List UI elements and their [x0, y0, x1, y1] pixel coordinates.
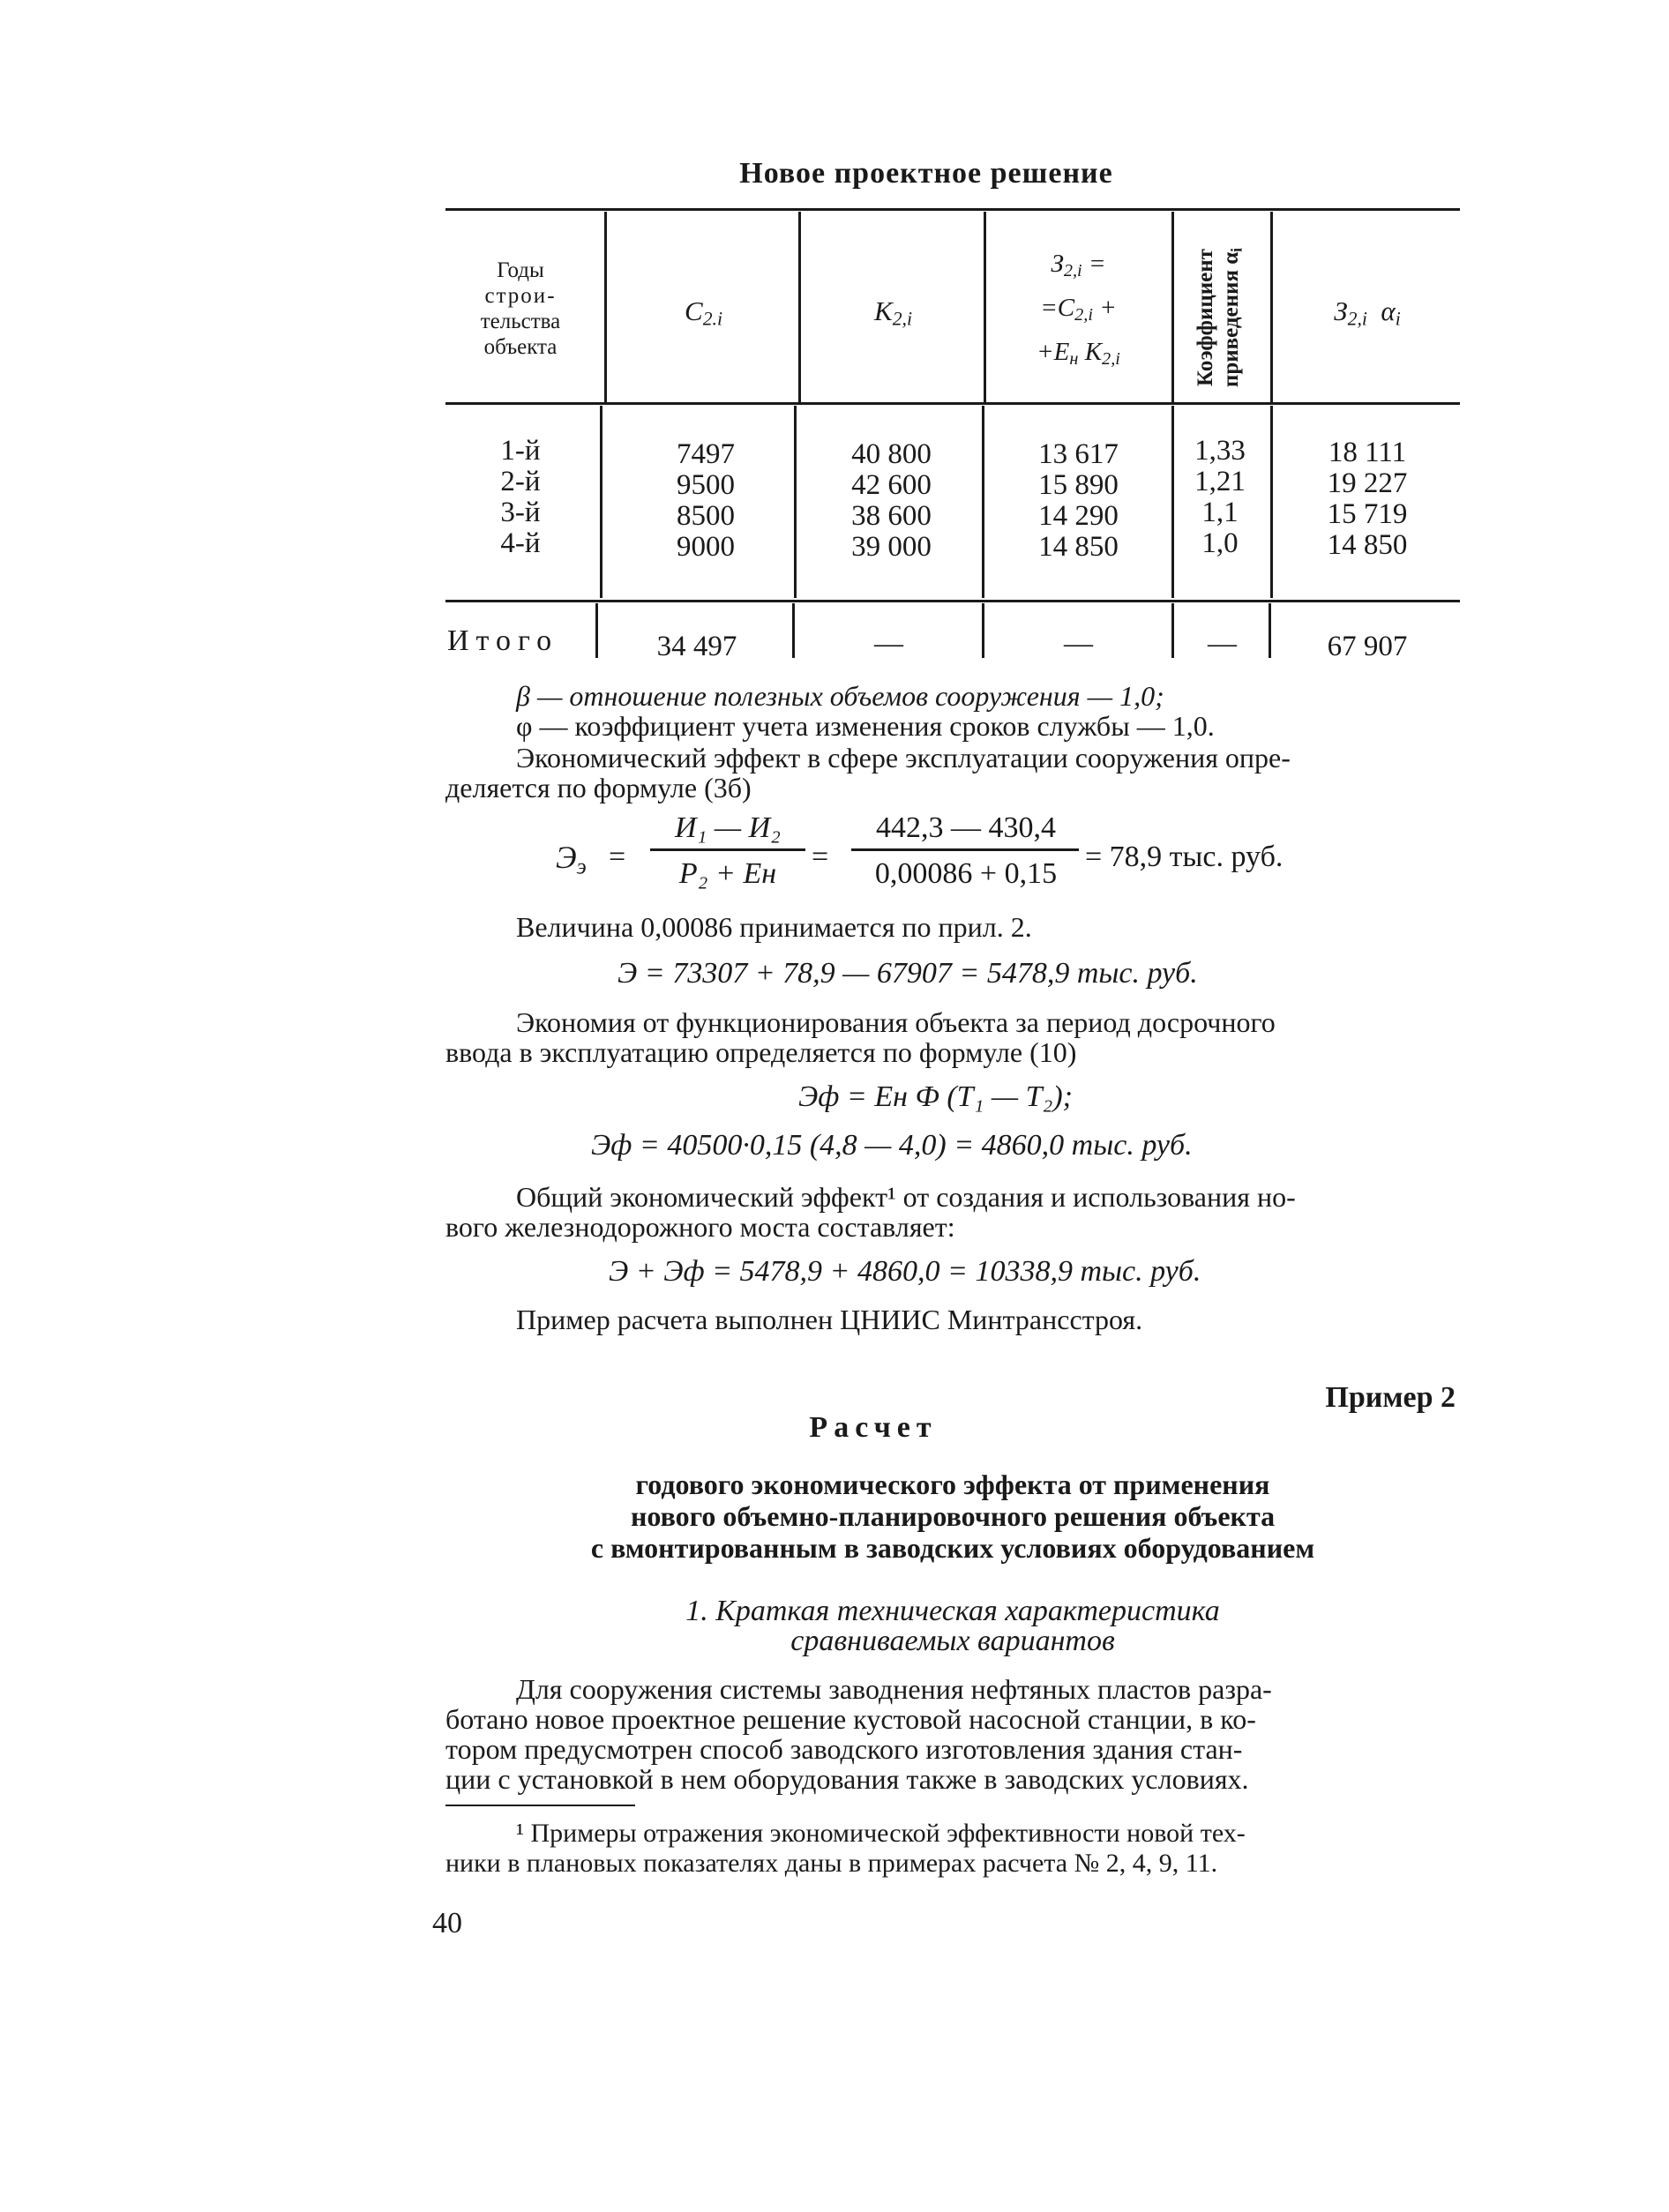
total-k: —	[874, 628, 903, 660]
subtitle-line: нового объемно-планировочного решения объекта	[630, 1500, 1276, 1532]
page-number: 40	[432, 1907, 462, 1939]
table-cell: 15 719	[1327, 498, 1408, 530]
formula-line: Э = 73307 + 78,9 — 67907 = 5478,9 тыс. руб.	[617, 957, 1198, 990]
table-cell: 14 850	[1038, 531, 1119, 563]
fraction-bar	[851, 848, 1079, 851]
formula-denominator: P₂ + Eн	[678, 857, 777, 890]
column-c	[626, 439, 785, 563]
col-divider	[604, 212, 607, 402]
section-heading: сравниваемых вариантов	[790, 1625, 1115, 1657]
formula-line: Э + Эф = 5478,9 + 4860,0 = 10338,9 тыс. руб.	[609, 1255, 1201, 1288]
table-cell: 39 000	[851, 531, 932, 563]
phi-definition: φ — коэффициент учета изменения сроков службы — 1,0.	[516, 710, 1215, 742]
paragraph-line: ции с установкой в нем оборудования также в заводских условиях.	[445, 1763, 1249, 1795]
table-cell: 7497	[677, 438, 735, 470]
table-cell: 1,0	[1201, 527, 1239, 559]
table-cell: 40 800	[851, 438, 932, 470]
table-header-rule	[445, 402, 1460, 405]
header-c: $C_{2.i}$	[685, 295, 722, 330]
table-title: Новое проектное решение	[739, 157, 1113, 190]
paragraph-line: тором предусмотрен способ заводского изготовления здания стан-	[445, 1733, 1243, 1765]
formula-line: Эф = 40500·0,15 (4,8 — 4,0) = 4860,0 тыс. руб.	[591, 1129, 1193, 1162]
col-divider	[1171, 603, 1174, 658]
example-label: Пример 2	[1325, 1381, 1456, 1414]
header-coef: Коэффициент приведения $\alpha_i$	[1194, 247, 1246, 388]
header-z-formula: $З_{2,i}$ = $=C_{2,i}$ + $+E_н$ $K_{2,i}$	[1037, 250, 1120, 370]
col-divider	[982, 406, 984, 598]
formula-denominator: 0,00086 + 0,15	[874, 857, 1058, 890]
col-divider	[1270, 212, 1273, 402]
formula-numerator: 442,3 — 430,4	[876, 811, 1056, 844]
col-divider	[600, 406, 602, 598]
col-divider	[1269, 603, 1271, 658]
column-za	[1284, 437, 1451, 561]
paragraph-line: Величина 0,00086 принимается по прил. 2.	[516, 911, 1032, 943]
table-cell: 14 850	[1327, 529, 1408, 561]
paragraph-line: Экономия от функционирования объекта за период досрочного	[516, 1006, 1276, 1038]
formula-numerator: И₁ — И₂	[675, 811, 781, 844]
paragraph-line: ввода в эксплуатацию определяется по формуле (10)	[445, 1036, 1077, 1068]
table-cell: 9500	[677, 469, 735, 501]
column-z	[997, 439, 1160, 563]
col-divider	[984, 212, 986, 402]
formula-eq: =	[609, 841, 626, 873]
footnote-line: ники в плановых показателях даны в примерах расчета № 2, 4, 9, 11.	[445, 1849, 1218, 1878]
table-cell: 14 290	[1038, 500, 1119, 532]
section-heading: 1. Краткая техническая характеристика	[685, 1595, 1220, 1627]
paragraph-line: вого железнодорожного моста составляет:	[445, 1211, 955, 1243]
table-cell: 18 111	[1328, 437, 1407, 468]
table-cell: 38 600	[851, 500, 932, 532]
paragraph-line: Экономический эффект в сфере эксплуатации сооружения опре-	[516, 742, 1291, 773]
table-cell: 1,33	[1194, 435, 1246, 467]
subtitle-line: с вмонтированным в заводских условиях оборудованием	[590, 1532, 1315, 1564]
table-cell: 13 617	[1038, 438, 1119, 470]
col-divider	[792, 603, 795, 658]
total-za: 67 907	[1327, 631, 1408, 662]
paragraph-line: ботано новое проектное решение кустовой насосной станции, в ко-	[445, 1703, 1256, 1735]
table-cell: 15 890	[1038, 469, 1119, 501]
total-z: —	[1064, 628, 1093, 660]
column-years	[476, 436, 565, 559]
footnote-rule	[445, 1805, 635, 1806]
table-cell: 8500	[677, 500, 735, 532]
subtitle-line: годового экономического эффекта от применения	[635, 1468, 1270, 1500]
table-top-rule	[445, 208, 1460, 211]
table-cell: 2-й	[500, 466, 541, 497]
col-divider	[595, 603, 598, 658]
header-k: $K_{2,i}$	[874, 295, 912, 330]
table-cell: 1,21	[1194, 466, 1246, 497]
table-cell: 1,1	[1201, 497, 1239, 528]
paragraph-line: деляется по формуле (3б)	[445, 772, 752, 803]
formula-eq: =	[812, 841, 829, 873]
col-divider	[1171, 212, 1174, 402]
total-coef: —	[1208, 628, 1237, 660]
table-cell: 1-й	[500, 435, 541, 467]
formula-line: Эф = Eн Ф (T₁ — T₂);	[798, 1080, 1073, 1113]
table-cell: 3-й	[500, 497, 541, 528]
column-coef	[1180, 436, 1260, 559]
beta-definition: β — отношение полезных объемов сооружения — 1,0;	[516, 680, 1164, 712]
fraction-bar	[650, 848, 805, 851]
paragraph-line: Для сооружения системы заводнения нефтяных пластов разра-	[516, 1673, 1272, 1705]
table-cell: 19 227	[1327, 467, 1408, 499]
calc-title: Расчет	[809, 1411, 938, 1444]
col-divider	[1171, 406, 1174, 598]
table-cell: 4-й	[500, 527, 541, 559]
footnote-line: ¹ Примеры отражения экономической эффективности новой тех-	[516, 1819, 1246, 1848]
col-divider	[798, 212, 801, 402]
formula-result: = 78,9 тыс. руб.	[1085, 841, 1284, 873]
col-divider	[794, 406, 797, 598]
paragraph-line: Пример расчета выполнен ЦНИИС Минтрансстроя.	[516, 1304, 1143, 1335]
table-cell: 9000	[677, 531, 735, 563]
formula-lhs: $Э_э$	[556, 840, 587, 879]
table-body-rule	[445, 600, 1460, 602]
col-divider	[1270, 406, 1273, 598]
header-za: $З_{2,i}$ $\alpha_i$	[1334, 295, 1401, 330]
total-c: 34 497	[656, 631, 737, 662]
table-cell: 42 600	[851, 469, 932, 501]
header-years: Годы строи- тельства объекта	[480, 258, 561, 359]
total-label: Итого	[447, 624, 559, 657]
paragraph-line: Общий экономический эффект¹ от создания и использования но-	[516, 1181, 1296, 1213]
column-k	[810, 439, 973, 563]
col-divider	[982, 603, 984, 658]
